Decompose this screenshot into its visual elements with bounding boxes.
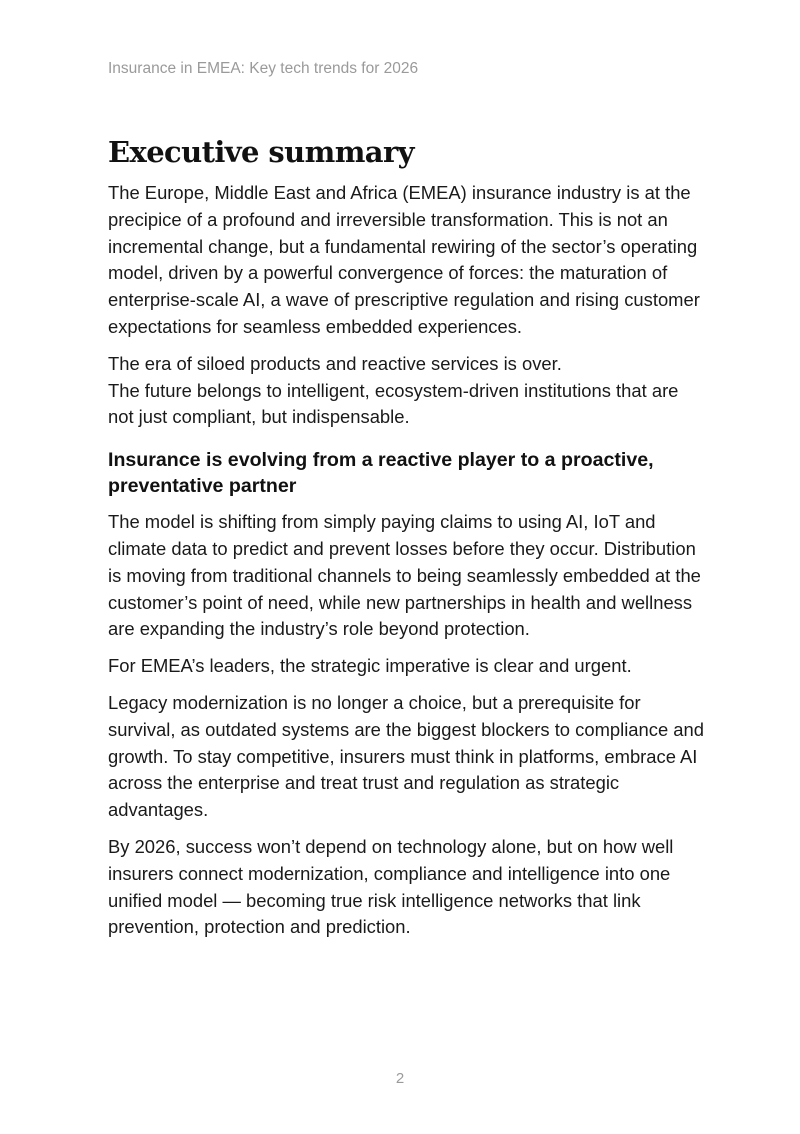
main-content	[108, 132, 708, 951]
running-header: Insurance in EMEA: Key tech trends for 2026	[108, 60, 419, 77]
body-paragraph: For EMEA’s leaders, the strategic imperative is clear and urgent.	[108, 655, 632, 677]
intro-paragraph: The era of siloed products and reactive services is over. The future belongs to intelligent, ecosystem-driven institutions that are not just compliant, but indispensable.	[108, 352, 679, 428]
page-title: Executive summary	[108, 135, 414, 169]
body-paragraph: The model is shifting from simply paying claims to using AI, IoT and climate data to predict and prevent losses before they occur. Distribution is moving from traditional channels to being seamlessly embedded at the customer’s point of need, while new partnerships in health and wellness are expanding the industry’s role beyond protection.	[108, 511, 701, 640]
body-paragraph: Legacy modernization is no longer a choice, but a prerequisite for survival, as outdated systems are the biggest blockers to compliance and growth. To stay competitive, insurers must think in platforms, embrace AI across the enterprise and treat trust and regulation as strategic advantages.	[108, 691, 704, 821]
intro-paragraph: The Europe, Middle East and Africa (EMEA) insurance industry is at the precipice of a profound and irreversible transformation. This is not an incremental change, but a fundamental rewiring of the sector’s operating model, driven by a powerful convergence of forces: the maturation of enterprise-scale AI, a wave of prescriptive regulation and rising customer expectations for seamless embedded experiences.	[108, 182, 700, 337]
body-paragraph: By 2026, success won’t depend on technology alone, but on how well insurers connect modernization, compliance and intelligence into one unified model — becoming true risk intelligence networks that link prevention, protection and prediction.	[108, 835, 674, 938]
page-number: 2	[395, 1070, 405, 1087]
section-subheading: Insurance is evolving from a reactive player to a proactive, preventative partner	[108, 449, 654, 498]
